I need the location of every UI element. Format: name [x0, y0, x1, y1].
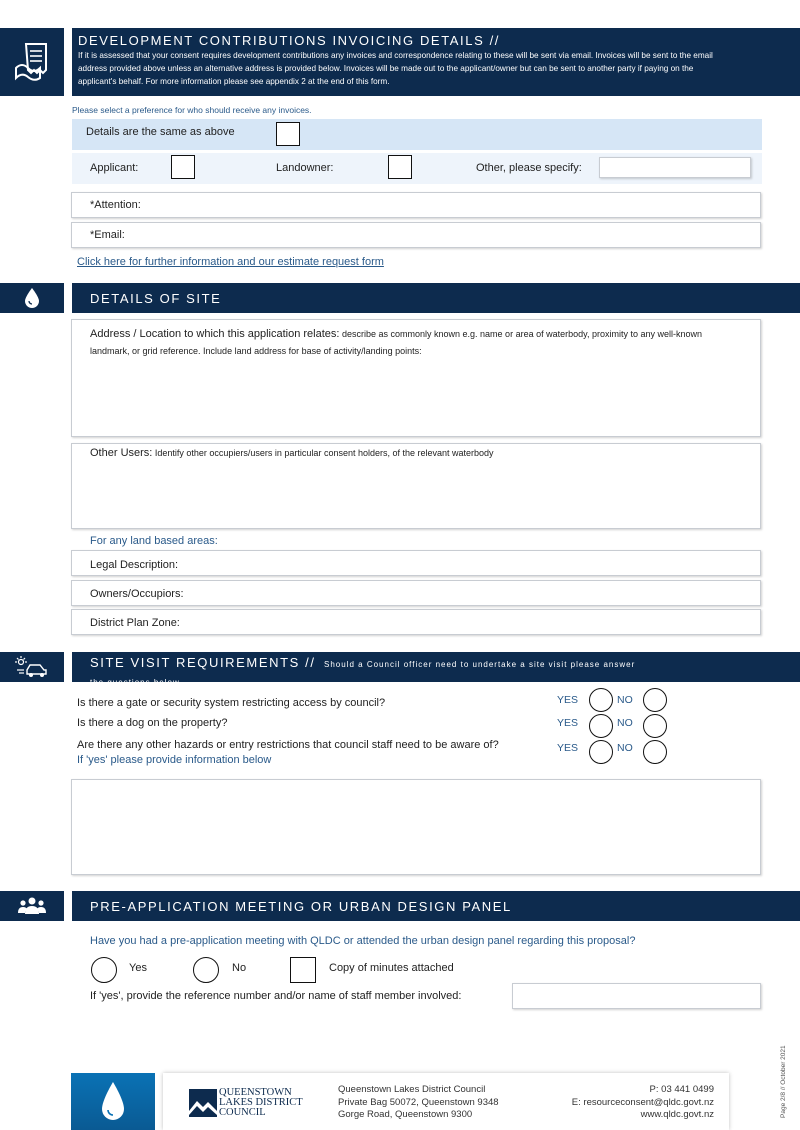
visit-header-text [90, 654, 650, 690]
meeting-question: Have you had a pre-application meeting with QLDC or attended the urban design panel regarding this proposal? [90, 935, 636, 947]
meeting-yes-radio[interactable] [91, 957, 117, 983]
question-gate: Is there a gate or security system restricting access by council? [77, 697, 386, 709]
q2-yes-label: YES [557, 717, 579, 729]
q3-no-label: NO [617, 742, 633, 754]
water-drop-icon [23, 287, 41, 309]
people-group-icon [18, 896, 46, 916]
question-hazards: Are there any other hazards or entry restrictions that council staff need to be aware of? [77, 739, 499, 751]
visit-icon-box [0, 652, 64, 682]
district-zone-label: District Plan Zone: [90, 617, 180, 629]
meeting-no-label: No [232, 962, 247, 974]
address-text [90, 326, 730, 360]
footer-phone: P: 03 441 0499 [649, 1084, 714, 1095]
other-label: Other, please specify: [476, 162, 582, 174]
footer-website[interactable]: www.qldc.govt.nz [640, 1109, 714, 1120]
minutes-checkbox[interactable] [290, 957, 316, 983]
site-header [72, 283, 800, 313]
legal-description-label: Legal Description: [90, 559, 179, 571]
page-number: Page 2/8 // October 2021 [780, 1045, 787, 1118]
other-users-label: Other Users: [90, 447, 153, 459]
q3-yes-radio[interactable] [589, 740, 613, 764]
address-line-2: Private Bag 50072, Queenstown 9348 [338, 1096, 499, 1108]
q3-yes-label: YES [557, 742, 579, 754]
reference-label: If 'yes', provide the reference number and/or name of staff member involved: [90, 990, 462, 1002]
q3-no-radio[interactable] [643, 740, 667, 764]
q2-yes-radio[interactable] [589, 714, 613, 738]
council-logo-icon [189, 1089, 217, 1117]
q1-yes-radio[interactable] [589, 688, 613, 712]
email-label: *Email: [90, 229, 125, 241]
invoice-icon-box [0, 28, 64, 96]
site-icon-box [0, 283, 64, 313]
meeting-no-radio[interactable] [193, 957, 219, 983]
invoicing-description: If it is assessed that your consent requires development contributions any invoices and correspondence relating to these will be sent via email. Invoices will be sent to the email address provided above unless an alternative address is provided below. Invoices will be made out to the applicant/owner but can be sent to another party if paying on the applicant's behalf. For more information please see appendix 2 at the end of this form. [78, 51, 713, 86]
applicant-label: Applicant: [90, 162, 139, 174]
footer-contact [540, 1084, 714, 1122]
meeting-title: PRE-APPLICATION MEETING OR URBAN DESIGN PANEL [90, 899, 512, 914]
receipt-icon [8, 38, 56, 86]
reference-input[interactable] [512, 983, 761, 1009]
meeting-yes-label: Yes [129, 962, 147, 974]
logo-line-1: QUEENSTOWN [219, 1087, 292, 1098]
visit-subtitle: Should a Council officer need to undertake a site visit please answer the questions below [90, 660, 636, 687]
footer-address [338, 1084, 499, 1122]
address-line-3: Gorge Road, Queenstown 9300 [338, 1109, 473, 1120]
attention-field[interactable] [71, 192, 761, 218]
land-based-heading: For any land based areas: [90, 535, 218, 547]
question-dog: Is there a dog on the property? [77, 717, 228, 729]
applicant-checkbox[interactable] [171, 155, 195, 179]
landowner-checkbox[interactable] [388, 155, 412, 179]
council-logo-text [219, 1088, 303, 1118]
q1-yes-label: YES [557, 694, 579, 706]
other-specify-input[interactable] [599, 157, 751, 178]
estimate-request-link[interactable]: Click here for further information and our estimate request form [77, 256, 384, 268]
same-as-above-label: Details are the same as above [86, 126, 235, 138]
site-title: DETAILS OF SITE [90, 291, 222, 306]
q1-no-label: NO [617, 694, 633, 706]
invoicing-header [72, 28, 800, 96]
other-users-description: Identify other occupiers/users in particular consent holders, of the relevant waterbody [152, 448, 494, 458]
preference-note: Please select a preference for who should receive any invoices. [72, 105, 312, 115]
hazards-note: If 'yes' please provide information below [77, 754, 272, 766]
visit-title: SITE VISIT REQUIREMENTS // [90, 655, 316, 670]
address-line-1: Queenstown Lakes District Council [338, 1084, 486, 1095]
car-sun-icon [15, 656, 49, 678]
minutes-label: Copy of minutes attached [329, 962, 454, 974]
q2-no-radio[interactable] [643, 714, 667, 738]
logo-line-3: COUNCIL [219, 1107, 266, 1118]
q1-no-radio[interactable] [643, 688, 667, 712]
address-label: Address / Location to which this application relates: [90, 328, 340, 340]
visit-header [72, 652, 800, 687]
footer-drop-icon [100, 1080, 126, 1122]
logo-line-2: LAKES DISTRICT [219, 1097, 303, 1108]
q2-no-label: NO [617, 717, 633, 729]
footer-email[interactable]: E: resourceconsent@qldc.govt.nz [571, 1096, 714, 1108]
landowner-label: Landowner: [276, 162, 334, 174]
meeting-icon-box [0, 891, 64, 921]
invoicing-title: DEVELOPMENT CONTRIBUTIONS INVOICING DETAILS // [78, 33, 501, 48]
email-field[interactable] [71, 222, 761, 248]
other-users-text [90, 447, 494, 459]
meeting-header [72, 891, 800, 921]
address-description: describe as commonly known e.g. name or area of waterbody, proximity to any well-known landmark, or grid reference. Include land address for base of activity/landing points: [90, 329, 702, 356]
same-as-above-checkbox[interactable] [276, 122, 300, 146]
attention-label: *Attention: [90, 199, 141, 211]
owners-label: Owners/Occupiors: [90, 588, 184, 600]
hazards-info-field[interactable] [71, 779, 761, 875]
